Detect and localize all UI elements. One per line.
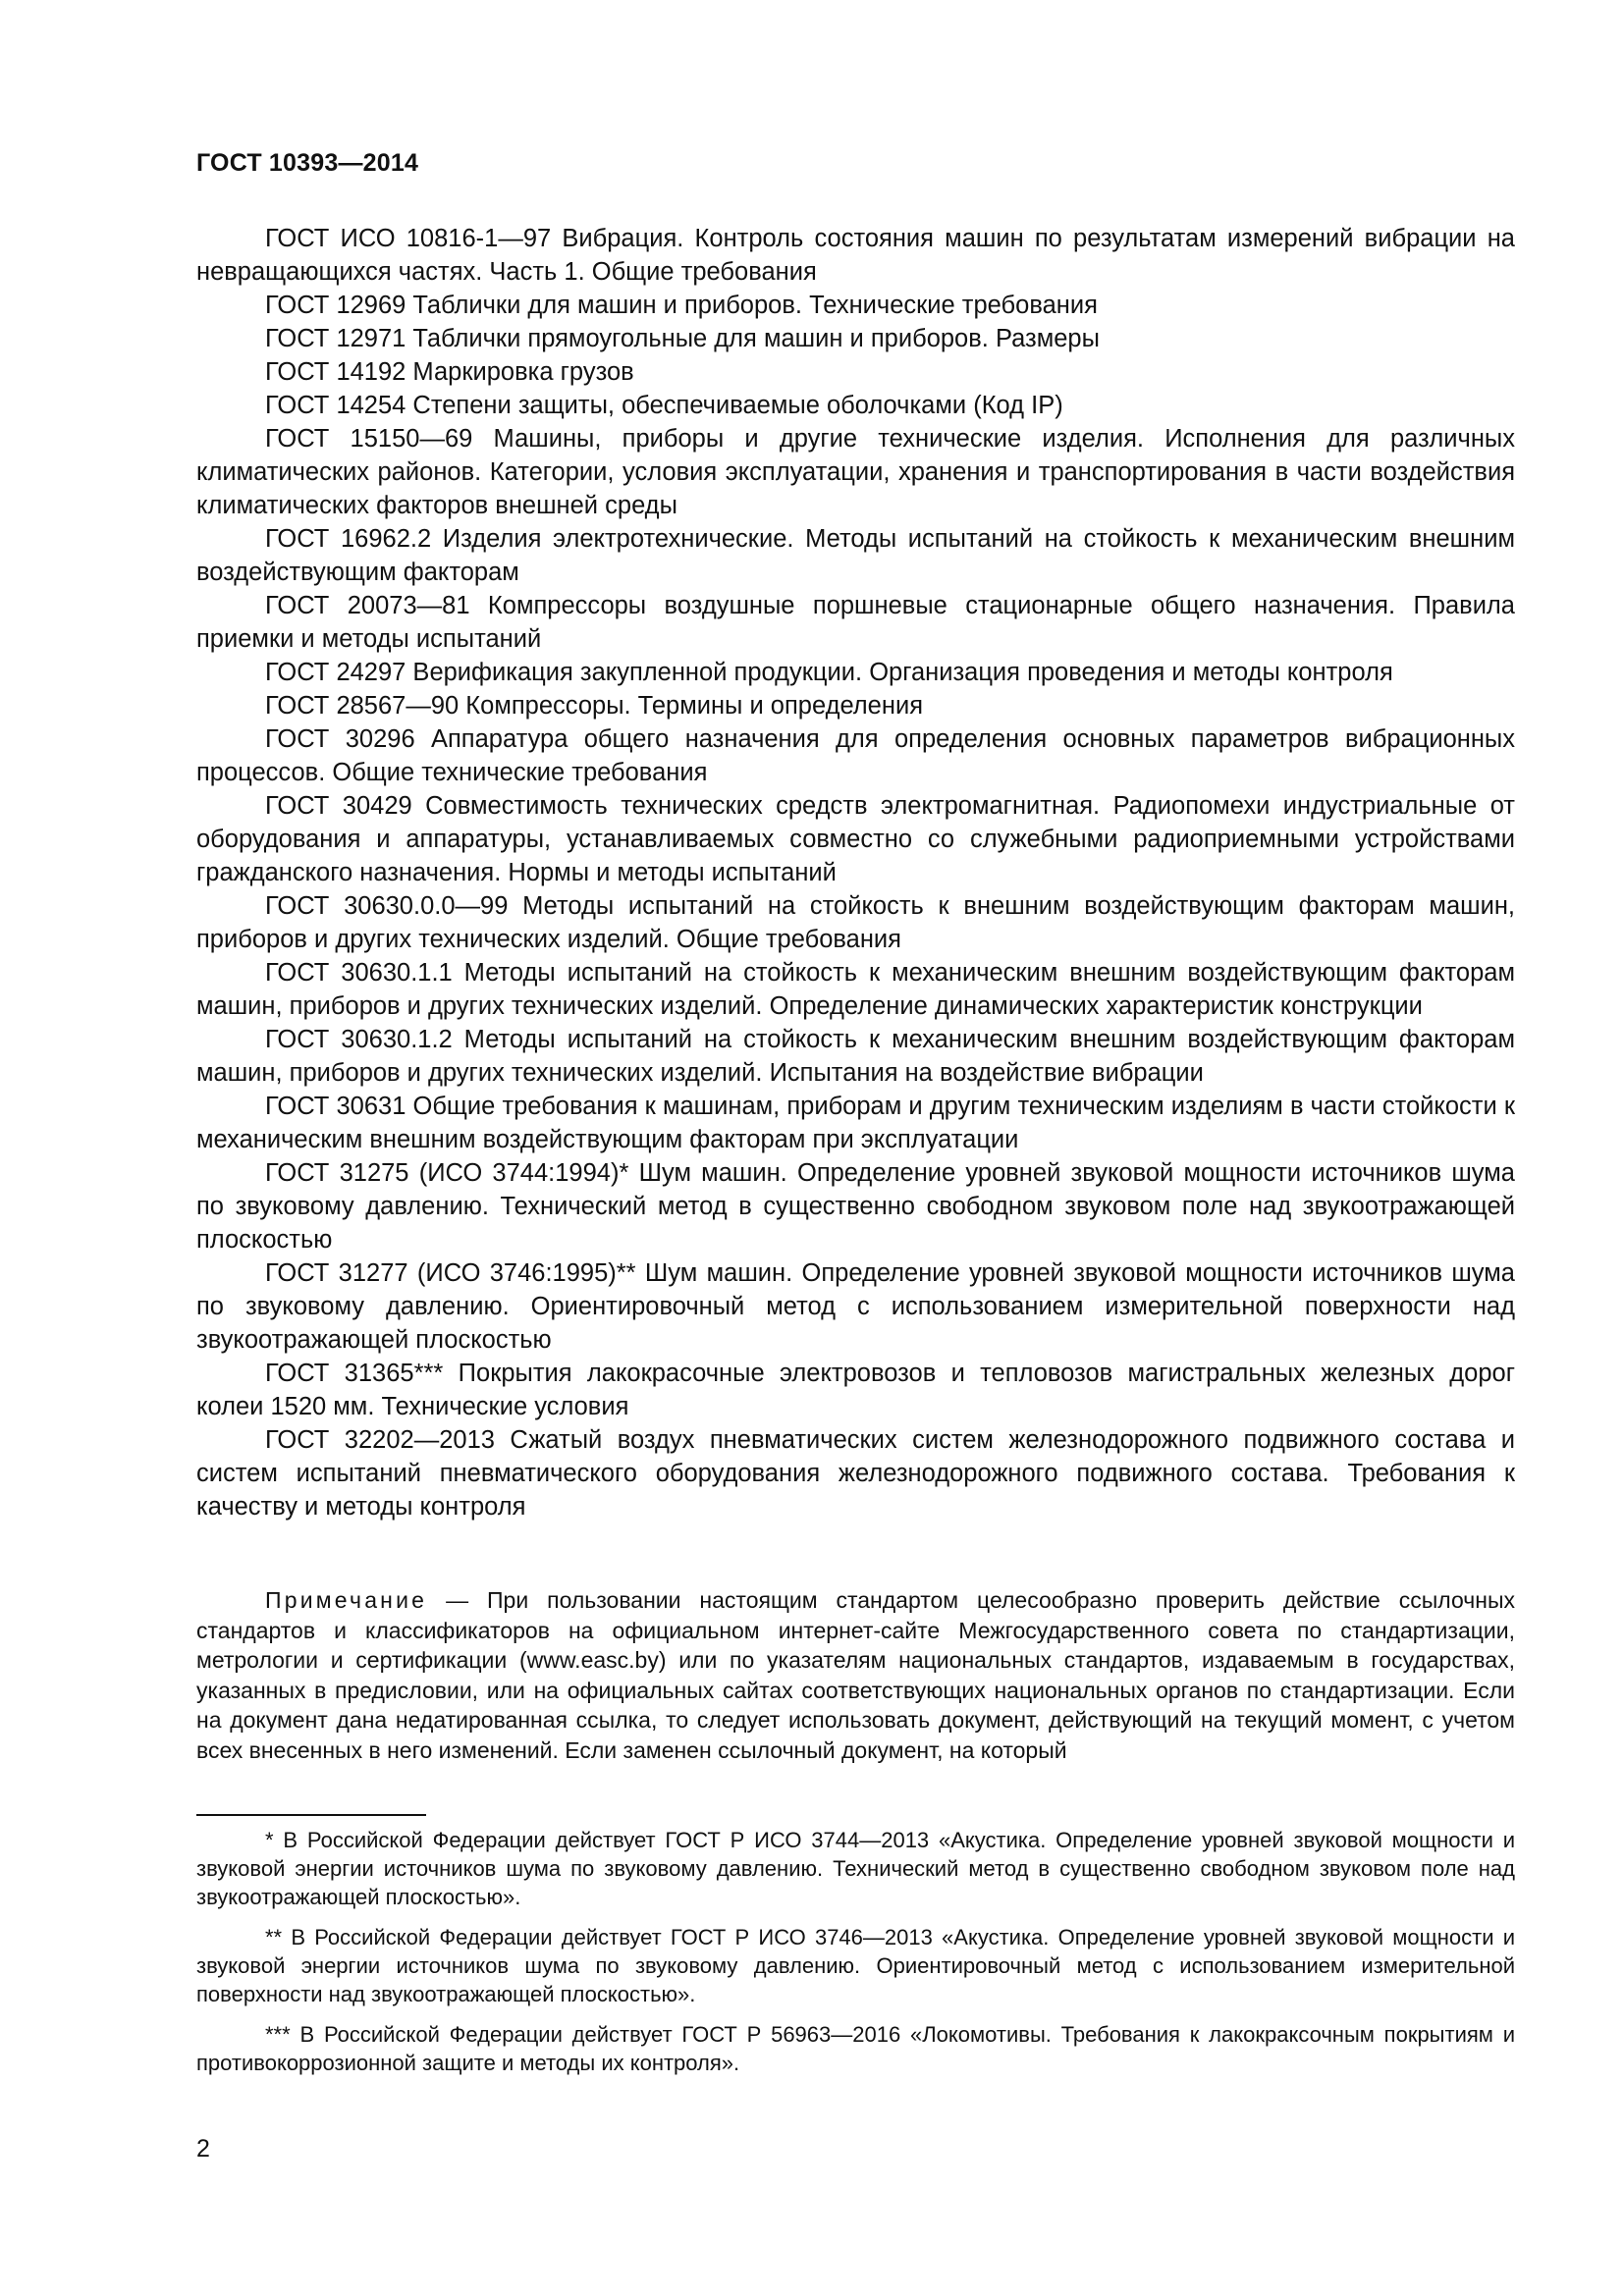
reference-item: ГОСТ 31277 (ИСО 3746:1995)** Шум машин. Определение уровней звуковой мощности источников шума по звуковому давлению. Ориентировочный метод с использованием измерительной поверхности над звукоотражающей плоскостью xyxy=(196,1259,1515,1354)
reference-item: ГОСТ 32202—2013 Сжатый воздух пневматических систем железнодорожного подвижного состава и систем испытаний пневматического оборудования железнодорожного подвижного состава. Требования к качеству и методы контроля xyxy=(196,1426,1515,1521)
note-label: Примечание xyxy=(265,1587,428,1613)
note-paragraph xyxy=(196,1585,1515,1765)
reference-item: ГОСТ 16962.2 Изделия электротехнические. Методы испытаний на стойкость к механическим внешним воздействующим факторам xyxy=(196,525,1515,586)
reference-item: ГОСТ 14192 Маркировка грузов xyxy=(265,358,634,386)
footnote: ** В Российской Федерации действует ГОСТ Р ИСО 3746—2013 «Акустика. Определение уровней звуковой мощности и звуковой энергии источников шума по звуковому давлению. Ориентировочный метод с использованием измерительной поверхности над звукоотражающей плоскостью». xyxy=(196,1925,1515,2006)
reference-item: ГОСТ 31365*** Покрытия лакокрасочные электровозов и тепловозов магистральных железных дорог колеи 1520 мм. Технические условия xyxy=(196,1360,1515,1420)
document-header: ГОСТ 10393—2014 xyxy=(196,149,419,177)
reference-item: ГОСТ 12971 Таблички прямоугольные для машин и приборов. Размеры xyxy=(265,325,1100,352)
reference-item: ГОСТ 30630.1.2 Методы испытаний на стойкость к механическим внешним воздействующим факторам машин, приборов и других технических изделий. Испытания на воздействие вибрации xyxy=(196,1026,1515,1087)
reference-item: ГОСТ 30630.0.0—99 Методы испытаний на стойкость к внешним воздействующим факторам машин, приборов и других технических изделий. Общие требования xyxy=(196,892,1515,953)
reference-item: ГОСТ 20073—81 Компрессоры воздушные поршневые стационарные общего назначения. Правила приемки и методы испытаний xyxy=(196,592,1515,653)
reference-item: ГОСТ 30429 Совместимость технических средств электромагнитная. Радиопомехи индустриальные от оборудования и аппаратуры, устанавливаемых совместно со служебными радиоприемными устройствами гражданского назначения. Нормы и методы испытаний xyxy=(196,792,1515,886)
reference-item: ГОСТ ИСО 10816-1—97 Вибрация. Контроль состояния машин по результатам измерений вибрации на невращающихся частях. Часть 1. Общие требования xyxy=(196,225,1515,286)
reference-item: ГОСТ 15150—69 Машины, приборы и другие технические изделия. Исполнения для различных климатических районов. Категории, условия эксплуатации, хранения и транспортирования в части воздействия климатических факторов внешней среды xyxy=(196,425,1515,519)
reference-item: ГОСТ 30631 Общие требования к машинам, приборам и другим техническим изделиям в части стойкости к механическим внешним воздействующим факторам при эксплуатации xyxy=(196,1093,1515,1153)
note-text: — При пользовании настоящим стандартом целесообразно проверить действие ссылочных стандартов и классификаторов на официальном интернет-сайте Межгосударственного совета по стандартизации, метрологии и сертификации (www.easc.by) или по указателям национальных стандартов, издаваемым в государствах, указанных в предисловии, или на официальных сайтах соответствующих национальных органов по стандартизации. Если на документ дана недатированная ссылка, то следует использовать документ, действующий на текущий момент, с учетом всех внесенных в него изменений. Если заменен ссылочный документ, на который xyxy=(196,1587,1515,1763)
footnote-divider xyxy=(196,1814,426,1816)
reference-item: ГОСТ 30630.1.1 Методы испытаний на стойкость к механическим внешним воздействующим факторам машин, приборов и других технических изделий. Определение динамических характеристик конструкции xyxy=(196,959,1515,1020)
footnote: * В Российской Федерации действует ГОСТ Р ИСО 3744—2013 «Акустика. Определение уровней звуковой мощности и звуковой энергии источников шума по звуковому давлению. Технический метод в существенно свободном звуковом поле над звукоотражающей плоскостью». xyxy=(196,1828,1515,1909)
reference-item: ГОСТ 30296 Аппаратура общего назначения для определения основных параметров вибрационных процессов. Общие технические требования xyxy=(196,725,1515,786)
reference-item: ГОСТ 28567—90 Компрессоры. Термины и определения xyxy=(265,692,923,720)
reference-item: ГОСТ 24297 Верификация закупленной продукции. Организация проведения и методы контроля xyxy=(265,659,1393,686)
footnote: *** В Российской Федерации действует ГОСТ Р 56963—2016 «Локомотивы. Требования к лакокраксочным покрытиям и противокоррозионной защите и методы их контроля». xyxy=(196,2022,1515,2075)
reference-item: ГОСТ 12969 Таблички для машин и приборов. Технические требования xyxy=(265,292,1098,319)
footnotes xyxy=(196,1826,1515,2089)
note-block xyxy=(196,1585,1515,1765)
reference-item: ГОСТ 31275 (ИСО 3744:1994)* Шум машин. Определение уровней звуковой мощности источников шума по звуковому давлению. Технический метод в существенно свободном звуковом поле над звукоотражающей плоскостью xyxy=(196,1159,1515,1254)
page-number: 2 xyxy=(196,2135,210,2163)
references-list xyxy=(196,222,1515,1523)
reference-item: ГОСТ 14254 Степени защиты, обеспечиваемые оболочками (Код IP) xyxy=(265,392,1063,419)
